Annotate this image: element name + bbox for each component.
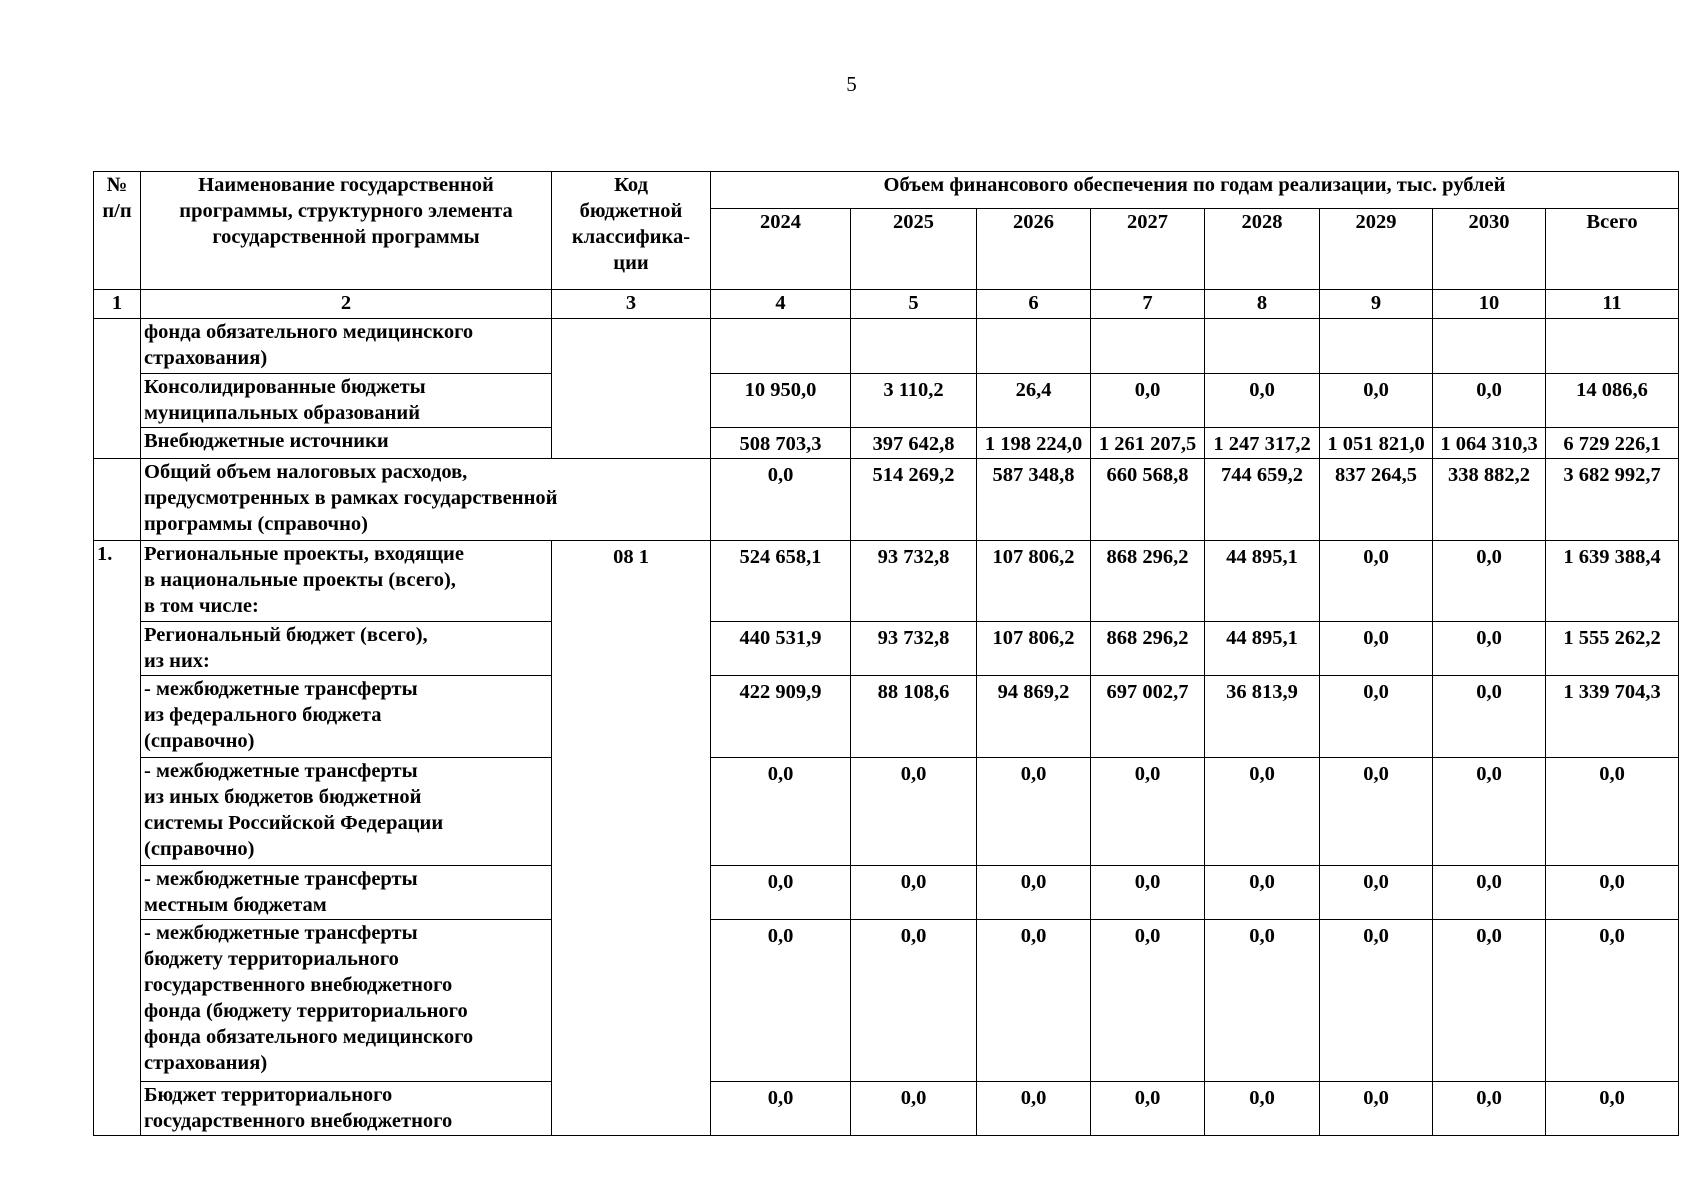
column-number: 4 [711, 290, 851, 319]
value-cell: 744 659,2 [1205, 459, 1320, 541]
table-row [94, 866, 1679, 920]
table-row [94, 1082, 1679, 1136]
value-cell: 422 909,9 [711, 676, 851, 758]
value-cell [1546, 319, 1679, 374]
value-cell: 93 732,8 [851, 622, 977, 676]
column-number: 6 [977, 290, 1091, 319]
value-cell: 0,0 [711, 866, 851, 920]
row-name: - межбюджетные трансферты бюджету территориального государственного внебюджетного фонда (бюджету территориального фонда обязательного медицинского страхования) [141, 920, 552, 1082]
column-number: 11 [1546, 290, 1679, 319]
value-cell: 0,0 [1433, 374, 1546, 428]
column-number: 3 [552, 290, 711, 319]
value-cell [1205, 319, 1320, 374]
value-cell: 524 658,1 [711, 541, 851, 622]
row-name: Внебюджетные источники [141, 428, 552, 459]
value-cell: 0,0 [1320, 866, 1433, 920]
value-cell: 1 261 207,5 [1091, 428, 1205, 459]
value-cell: 0,0 [1091, 374, 1205, 428]
header-name: Наименование государственной программы, структурного элемента государственной программы [141, 172, 552, 290]
value-cell: 0,0 [711, 758, 851, 866]
value-cell: 94 869,2 [977, 676, 1091, 758]
table-row [94, 622, 1679, 676]
value-cell: 0,0 [1205, 920, 1320, 1082]
value-cell: 440 531,9 [711, 622, 851, 676]
value-cell: 0,0 [851, 866, 977, 920]
value-cell: 397 642,8 [851, 428, 977, 459]
column-number: 7 [1091, 290, 1205, 319]
value-cell: 0,0 [1433, 541, 1546, 622]
value-cell: 44 895,1 [1205, 541, 1320, 622]
value-cell: 837 264,5 [1320, 459, 1433, 541]
value-cell: 0,0 [1546, 920, 1679, 1082]
value-cell [1433, 319, 1546, 374]
value-cell [711, 319, 851, 374]
header-num: № п/п [94, 172, 141, 290]
value-cell: 14 086,6 [1546, 374, 1679, 428]
row-name: - межбюджетные трансферты местным бюджетам [141, 866, 552, 920]
row-name: - межбюджетные трансферты из иных бюджетов бюджетной системы Российской Федерации (справочно) [141, 758, 552, 866]
value-cell: 868 296,2 [1091, 541, 1205, 622]
row-number-cell [94, 459, 141, 541]
header-volume: Объем финансового обеспечения по годам реализации, тыс. рублей [711, 172, 1679, 209]
value-cell: 1 639 388,4 [1546, 541, 1679, 622]
value-cell: 1 064 310,3 [1433, 428, 1546, 459]
table-row [94, 676, 1679, 758]
budget-table [93, 171, 1679, 1136]
table-row [94, 920, 1679, 1082]
value-cell: 0,0 [1205, 866, 1320, 920]
value-cell: 0,0 [711, 1082, 851, 1136]
value-cell: 0,0 [1205, 374, 1320, 428]
value-cell: 1 198 224,0 [977, 428, 1091, 459]
value-cell: 0,0 [851, 1082, 977, 1136]
table-row [94, 428, 1679, 459]
value-cell: 1 247 317,2 [1205, 428, 1320, 459]
value-cell: 1 339 704,3 [1546, 676, 1679, 758]
value-cell: 10 950,0 [711, 374, 851, 428]
value-cell: 0,0 [1433, 758, 1546, 866]
row-name: Общий объем налоговых расходов, предусмотренных в рамках государственной программы (справочно) [141, 459, 711, 541]
header-year: 2027 [1091, 209, 1205, 290]
value-cell: 0,0 [1433, 1082, 1546, 1136]
row-name: фонда обязательного медицинского страхования) [141, 319, 552, 374]
value-cell: 6 729 226,1 [1546, 428, 1679, 459]
value-cell: 0,0 [1546, 758, 1679, 866]
value-cell: 587 348,8 [977, 459, 1091, 541]
value-cell: 0,0 [1546, 866, 1679, 920]
value-cell: 0,0 [1546, 1082, 1679, 1136]
value-cell: 36 813,9 [1205, 676, 1320, 758]
table-row [94, 541, 1679, 622]
value-cell: 660 568,8 [1091, 459, 1205, 541]
column-number: 2 [141, 290, 552, 319]
column-number: 1 [94, 290, 141, 319]
value-cell: 0,0 [1320, 622, 1433, 676]
value-cell: 0,0 [1320, 676, 1433, 758]
column-number: 5 [851, 290, 977, 319]
value-cell [851, 319, 977, 374]
row-name: Бюджет территориального государственного внебюджетного [141, 1082, 552, 1136]
row-name: - межбюджетные трансферты из федерального бюджета (справочно) [141, 676, 552, 758]
value-cell: 338 882,2 [1433, 459, 1546, 541]
header-total: Всего [1546, 209, 1679, 290]
value-cell: 0,0 [1320, 758, 1433, 866]
header-year: 2030 [1433, 209, 1546, 290]
value-cell: 0,0 [977, 758, 1091, 866]
value-cell: 0,0 [851, 920, 977, 1082]
value-cell: 508 703,3 [711, 428, 851, 459]
value-cell: 1 051 821,0 [1320, 428, 1433, 459]
table-row [94, 374, 1679, 428]
value-cell: 88 108,6 [851, 676, 977, 758]
value-cell: 26,4 [977, 374, 1091, 428]
value-cell: 514 269,2 [851, 459, 977, 541]
value-cell: 1 555 262,2 [1546, 622, 1679, 676]
header-year: 2025 [851, 209, 977, 290]
value-cell: 0,0 [1091, 920, 1205, 1082]
value-cell: 0,0 [1320, 920, 1433, 1082]
value-cell: 0,0 [977, 920, 1091, 1082]
row-code-cell [552, 319, 711, 459]
table-row [94, 459, 1679, 541]
value-cell: 0,0 [977, 866, 1091, 920]
value-cell: 0,0 [1433, 622, 1546, 676]
value-cell: 0,0 [1205, 758, 1320, 866]
column-number: 8 [1205, 290, 1320, 319]
value-cell: 0,0 [1205, 1082, 1320, 1136]
header-year: 2024 [711, 209, 851, 290]
column-number: 10 [1433, 290, 1546, 319]
row-code: 08 1 [552, 541, 711, 1136]
column-number: 9 [1320, 290, 1433, 319]
value-cell: 0,0 [851, 758, 977, 866]
table-row [94, 758, 1679, 866]
value-cell: 3 110,2 [851, 374, 977, 428]
value-cell: 0,0 [1433, 866, 1546, 920]
value-cell: 0,0 [1320, 1082, 1433, 1136]
value-cell [1320, 319, 1433, 374]
row-name: Региональные проекты, входящие в национальные проекты (всего), в том числе: [141, 541, 552, 622]
value-cell: 93 732,8 [851, 541, 977, 622]
row-number-cell [94, 319, 141, 459]
value-cell: 0,0 [1091, 866, 1205, 920]
value-cell [977, 319, 1091, 374]
header-year: 2026 [977, 209, 1091, 290]
value-cell: 44 895,1 [1205, 622, 1320, 676]
value-cell: 868 296,2 [1091, 622, 1205, 676]
value-cell: 0,0 [711, 459, 851, 541]
row-name: Региональный бюджет (всего), из них: [141, 622, 552, 676]
value-cell: 0,0 [1320, 541, 1433, 622]
header-year: 2028 [1205, 209, 1320, 290]
value-cell: 107 806,2 [977, 622, 1091, 676]
value-cell: 0,0 [1433, 920, 1546, 1082]
value-cell: 697 002,7 [1091, 676, 1205, 758]
value-cell: 0,0 [1433, 676, 1546, 758]
value-cell: 0,0 [711, 920, 851, 1082]
value-cell: 0,0 [1091, 758, 1205, 866]
value-cell: 107 806,2 [977, 541, 1091, 622]
page-number: 5 [846, 72, 857, 96]
header-year: 2029 [1320, 209, 1433, 290]
row-name: Консолидированные бюджеты муниципальных образований [141, 374, 552, 428]
table-row [94, 319, 1679, 374]
row-number: 1. [94, 541, 141, 1136]
value-cell: 0,0 [977, 1082, 1091, 1136]
value-cell: 3 682 992,7 [1546, 459, 1679, 541]
header-code: Код бюджетной классифика- ции [552, 172, 711, 290]
value-cell: 0,0 [1320, 374, 1433, 428]
value-cell [1091, 319, 1205, 374]
value-cell: 0,0 [1091, 1082, 1205, 1136]
